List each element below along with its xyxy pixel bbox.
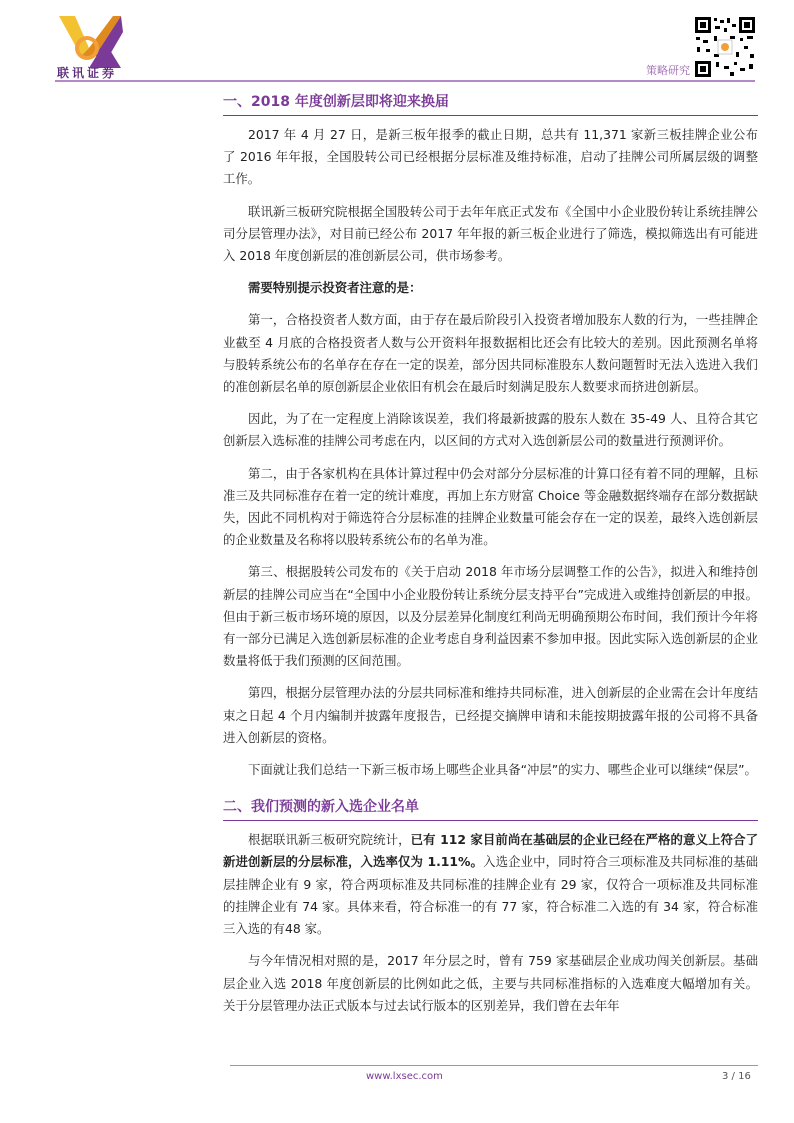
notice-paragraph: 第一，合格投资者人数方面，由于存在最后阶段引入投资者增加股东人数的行为，一些挂牌企业截至 4 月底的合格投资者人数与公开资料年报数据相比还会有比较大的差别。因此预测名单将与股转系统公布的名单存在存在一定的误差，部分因共同标准股东人数问题暂时无法入选进入我们的准创新层名单的原创新层企业依旧有机会在最后时刻满足股东人数要求而挤进创新层。 <box>223 312 758 395</box>
page-number: 3 / 16 <box>722 1071 751 1082</box>
brand-name: 联讯证券 <box>57 66 118 80</box>
brand-logo-icon <box>55 12 125 70</box>
qr-code-icon <box>694 16 756 78</box>
notice-paragraph: 第三、根据股转公司发布的《关于启动 2018 年市场分层调整工作的公告》，拟进入和维持创新层的挂牌公司应当在“全国中小企业股份转让系统分层支持平台”完成进入或维持创新层的申报。但由于新三板市场环境的原因，以及分层差异化制度红利尚无明确预期公布时间，我们预计今年将有一部分已满足入选创新层标准的企业考虑自身利益因素不参加申报。因此实际入选创新层的企业数量将低于我们预测的区间范围。 <box>223 564 758 669</box>
section-2 <box>223 797 758 1017</box>
report-body <box>223 92 758 1027</box>
footer-url[interactable]: www.lxsec.com <box>366 1071 443 1082</box>
header-divider <box>55 80 755 82</box>
notice-heading: 需要特别提示投资者注意的是： <box>248 280 422 296</box>
section-2-paragraph: 与今年情况相对照的是，2017 年分层之时，曾有 759 家基础层企业成功闯关创新层。基础层企业入选 2018 年度创新层的比例如此之低，主要与共同标准指标的入选难度大幅增加有关。关于分层管理办法正式版本与过去试行版本的区别差异，我们曾在去年年 <box>223 953 758 1013</box>
notice-paragraph: 下面就让我们总结一下新三板市场上哪些企业具备“冲层”的实力、哪些企业可以继续“保层”。 <box>248 762 757 778</box>
notice-paragraph: 因此，为了在一定程度上消除该误差，我们将最新披露的股东人数在 35-49 人、且符合其它创新层入选标准的挂牌公司考虑在内，以区间的方式对入选创新层公司的数量进行预测评价。 <box>223 411 758 449</box>
section-1-title: 一、2018 年度创新层即将迎来换届 <box>223 94 449 110</box>
section-2-rule <box>223 820 758 821</box>
section-2-paragraph <box>223 829 758 940</box>
report-category: 策略研究 <box>646 64 690 77</box>
notice-paragraph: 第二，由于各家机构在具体计算过程中仍会对部分分层标准的计算口径有着不同的理解，且标准三及共同标准存在着一定的统计难度，再加上东方财富 Choice 等金融数据终端存在部分数据缺失，因此不同机构对于筛选符合分层标准的挂牌企业数量可能会存在一定的误差，最终入选创新层的企业数量及名称将以股转系统公布的名单为准。 <box>223 465 758 548</box>
notice-paragraph: 第四，根据分层管理办法的分层共同标准和维持共同标准，进入创新层的企业需在会计年度结束之日起 4 个月内编制并披露年度报告，已经提交摘牌申请和未能按期披露年报的公司将不具备进入创新层的资格。 <box>223 685 758 745</box>
footer-divider <box>230 1065 758 1066</box>
key-finding: 已有 112 家目前尚在基础层的企业已经在严格的意义上符合了新进创新层的分层标准，入选率仅为 1.11%。 <box>223 832 759 870</box>
paragraph-rest: 入选企业中，同时符合三项标准及共同标准的基础层挂牌企业有 9 家，符合两项标准及共同标准的挂牌企业有 29 家，仅符合一项标准及共同标准的挂牌企业有 74 家。具体来看，符合标准一的有 77 家，符合标准二入选的有 34 家，符合标准三入选的有48 家。 <box>223 854 758 937</box>
paragraph-lead: 根据联讯新三板研究院统计， <box>248 832 411 848</box>
page-header <box>0 0 794 95</box>
section-1-paragraph: 联讯新三板研究院根据全国股转公司于去年年底正式发布《全国中小企业股份转让系统挂牌公司分层管理办法》，对目前已经公布 2017 年年报的新三板企业进行了筛选，模拟筛选出有可能进入 2018 年度创新层的准创新层公司，供市场参考。 <box>223 203 758 264</box>
section-1-rule <box>223 115 758 116</box>
section-2-title: 二、我们预测的新入选企业名单 <box>223 799 419 816</box>
section-1-paragraph: 2017 年 4 月 27 日，是新三板年报季的截止日期，总共有 11,371 家新三板挂牌企业公布了 2016 年年报，全国股转公司已经根据分层标准及维持标准，启动了挂牌公司所属层级的调整工作。 <box>223 127 758 187</box>
